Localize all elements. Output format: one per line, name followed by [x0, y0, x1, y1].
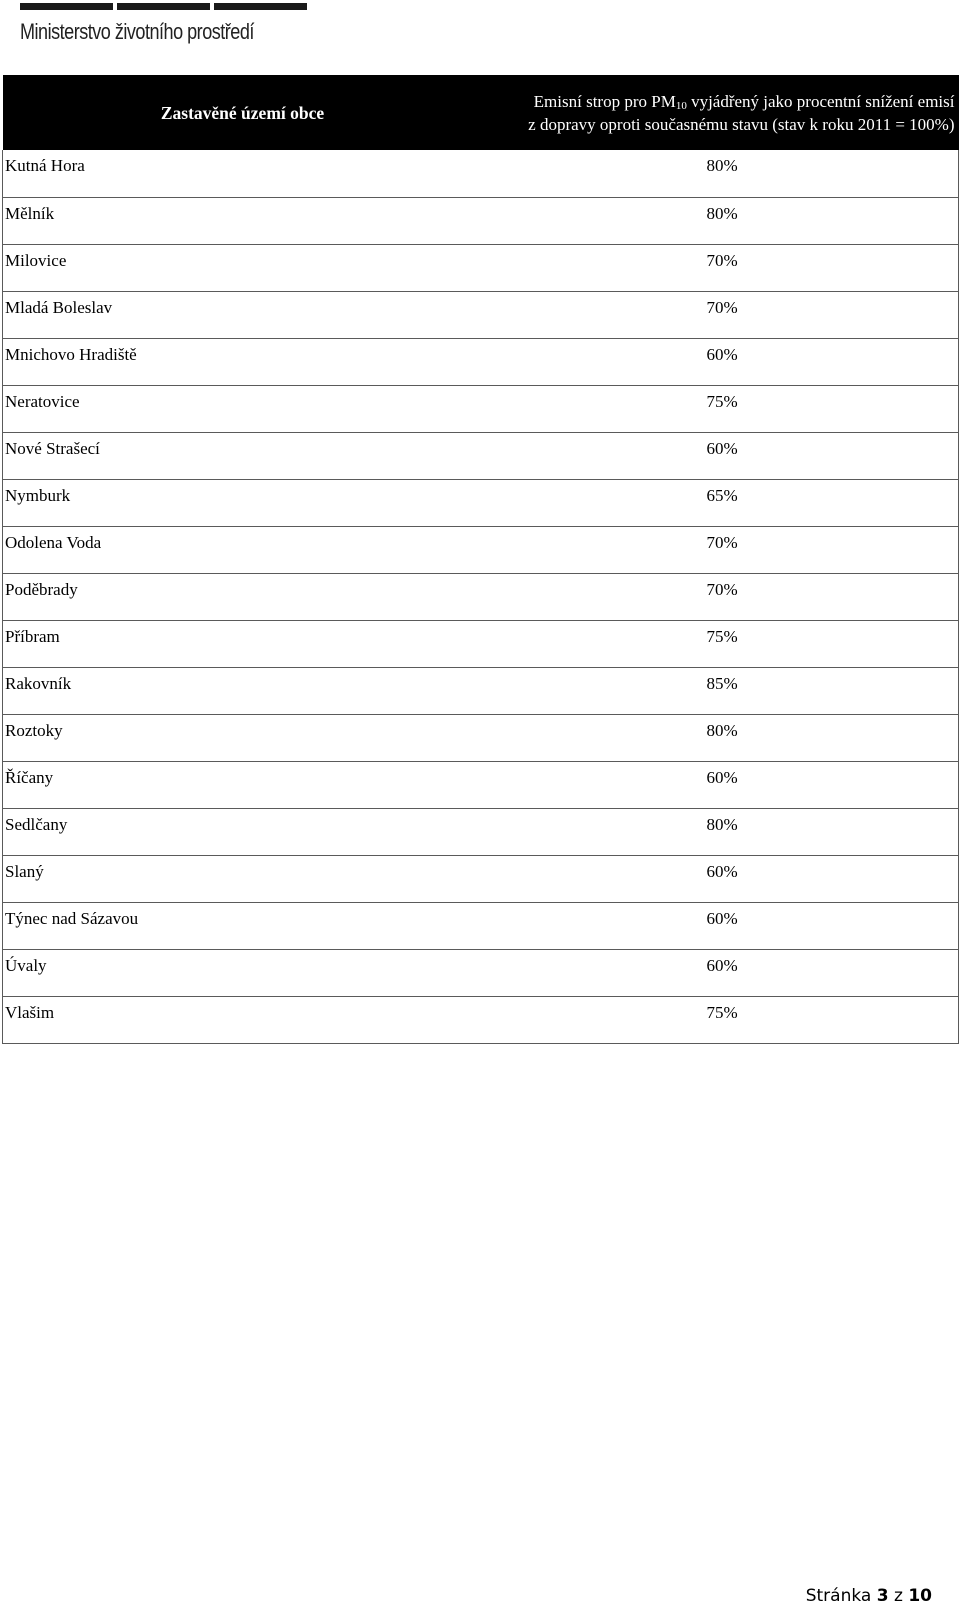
table-row	[3, 949, 959, 996]
logo-bars	[20, 3, 307, 10]
municipality-name: Poděbrady	[3, 573, 483, 620]
municipality-name: Nové Strašecí	[3, 432, 483, 479]
emission-limit-value: 75%	[483, 620, 959, 667]
emission-limit-value: 70%	[483, 526, 959, 573]
municipality-name: Sedlčany	[3, 808, 483, 855]
municipality-name: Mladá Boleslav	[3, 291, 483, 338]
municipality-name: Roztoky	[3, 714, 483, 761]
municipality-name: Kutná Hora	[3, 150, 483, 197]
table-row	[3, 761, 959, 808]
emission-limit-value: 65%	[483, 479, 959, 526]
table-row	[3, 855, 959, 902]
municipality-name: Příbram	[3, 620, 483, 667]
emission-limit-value: 80%	[483, 714, 959, 761]
municipality-name: Vlašim	[3, 996, 483, 1043]
emission-limit-value: 80%	[483, 808, 959, 855]
municipality-name: Neratovice	[3, 385, 483, 432]
emission-limit-value: 60%	[483, 338, 959, 385]
table-row	[3, 714, 959, 761]
table-header-row	[3, 75, 959, 150]
emission-limit-value: 80%	[483, 150, 959, 197]
logo-bar	[117, 3, 210, 10]
table-row	[3, 808, 959, 855]
emission-limit-value: 60%	[483, 761, 959, 808]
emission-limit-value: 75%	[483, 385, 959, 432]
table-row	[3, 150, 959, 197]
emission-limits-table	[2, 75, 959, 1044]
municipality-name: Slaný	[3, 855, 483, 902]
column-header-municipality: Zastavěné území obce	[3, 75, 483, 150]
table-row	[3, 996, 959, 1043]
logo-bar	[214, 3, 307, 10]
table-row	[3, 573, 959, 620]
municipality-name: Milovice	[3, 244, 483, 291]
emission-limit-value: 60%	[483, 949, 959, 996]
emission-limit-value: 70%	[483, 573, 959, 620]
table-row	[3, 385, 959, 432]
municipality-name: Rakovník	[3, 667, 483, 714]
table-row	[3, 526, 959, 573]
table-body	[3, 150, 959, 1043]
municipality-name: Říčany	[3, 761, 483, 808]
ministry-logo-text: Ministerstvo životního prostředí	[20, 19, 254, 44]
emission-limit-value: 75%	[483, 996, 959, 1043]
emission-limit-value: 70%	[483, 244, 959, 291]
page-number: Stránka 3 z 10	[805, 1586, 932, 1606]
municipality-name: Nymburk	[3, 479, 483, 526]
table-row	[3, 197, 959, 244]
table-row	[3, 338, 959, 385]
municipality-name: Týnec nad Sázavou	[3, 902, 483, 949]
table-row	[3, 479, 959, 526]
emission-limit-value: 60%	[483, 432, 959, 479]
table-row	[3, 902, 959, 949]
table-row	[3, 667, 959, 714]
column-header-emission-limit: Emisní strop pro $PM_{10}$ vyjádřený jako procentní snížení emisí z dopravy oproti současnému stavu (stav k roku 2011 = 100%)	[483, 75, 959, 150]
emission-limit-value: 80%	[483, 197, 959, 244]
municipality-name: Úvaly	[3, 949, 483, 996]
table-row	[3, 291, 959, 338]
emission-limit-value: 85%	[483, 667, 959, 714]
table-row	[3, 244, 959, 291]
municipality-name: Odolena Voda	[3, 526, 483, 573]
table-row	[3, 432, 959, 479]
emission-limit-value: 60%	[483, 902, 959, 949]
logo-bar	[20, 3, 113, 10]
emission-limit-value: 70%	[483, 291, 959, 338]
emission-limit-value: 60%	[483, 855, 959, 902]
municipality-name: Mnichovo Hradiště	[3, 338, 483, 385]
table-row	[3, 620, 959, 667]
municipality-name: Mělník	[3, 197, 483, 244]
